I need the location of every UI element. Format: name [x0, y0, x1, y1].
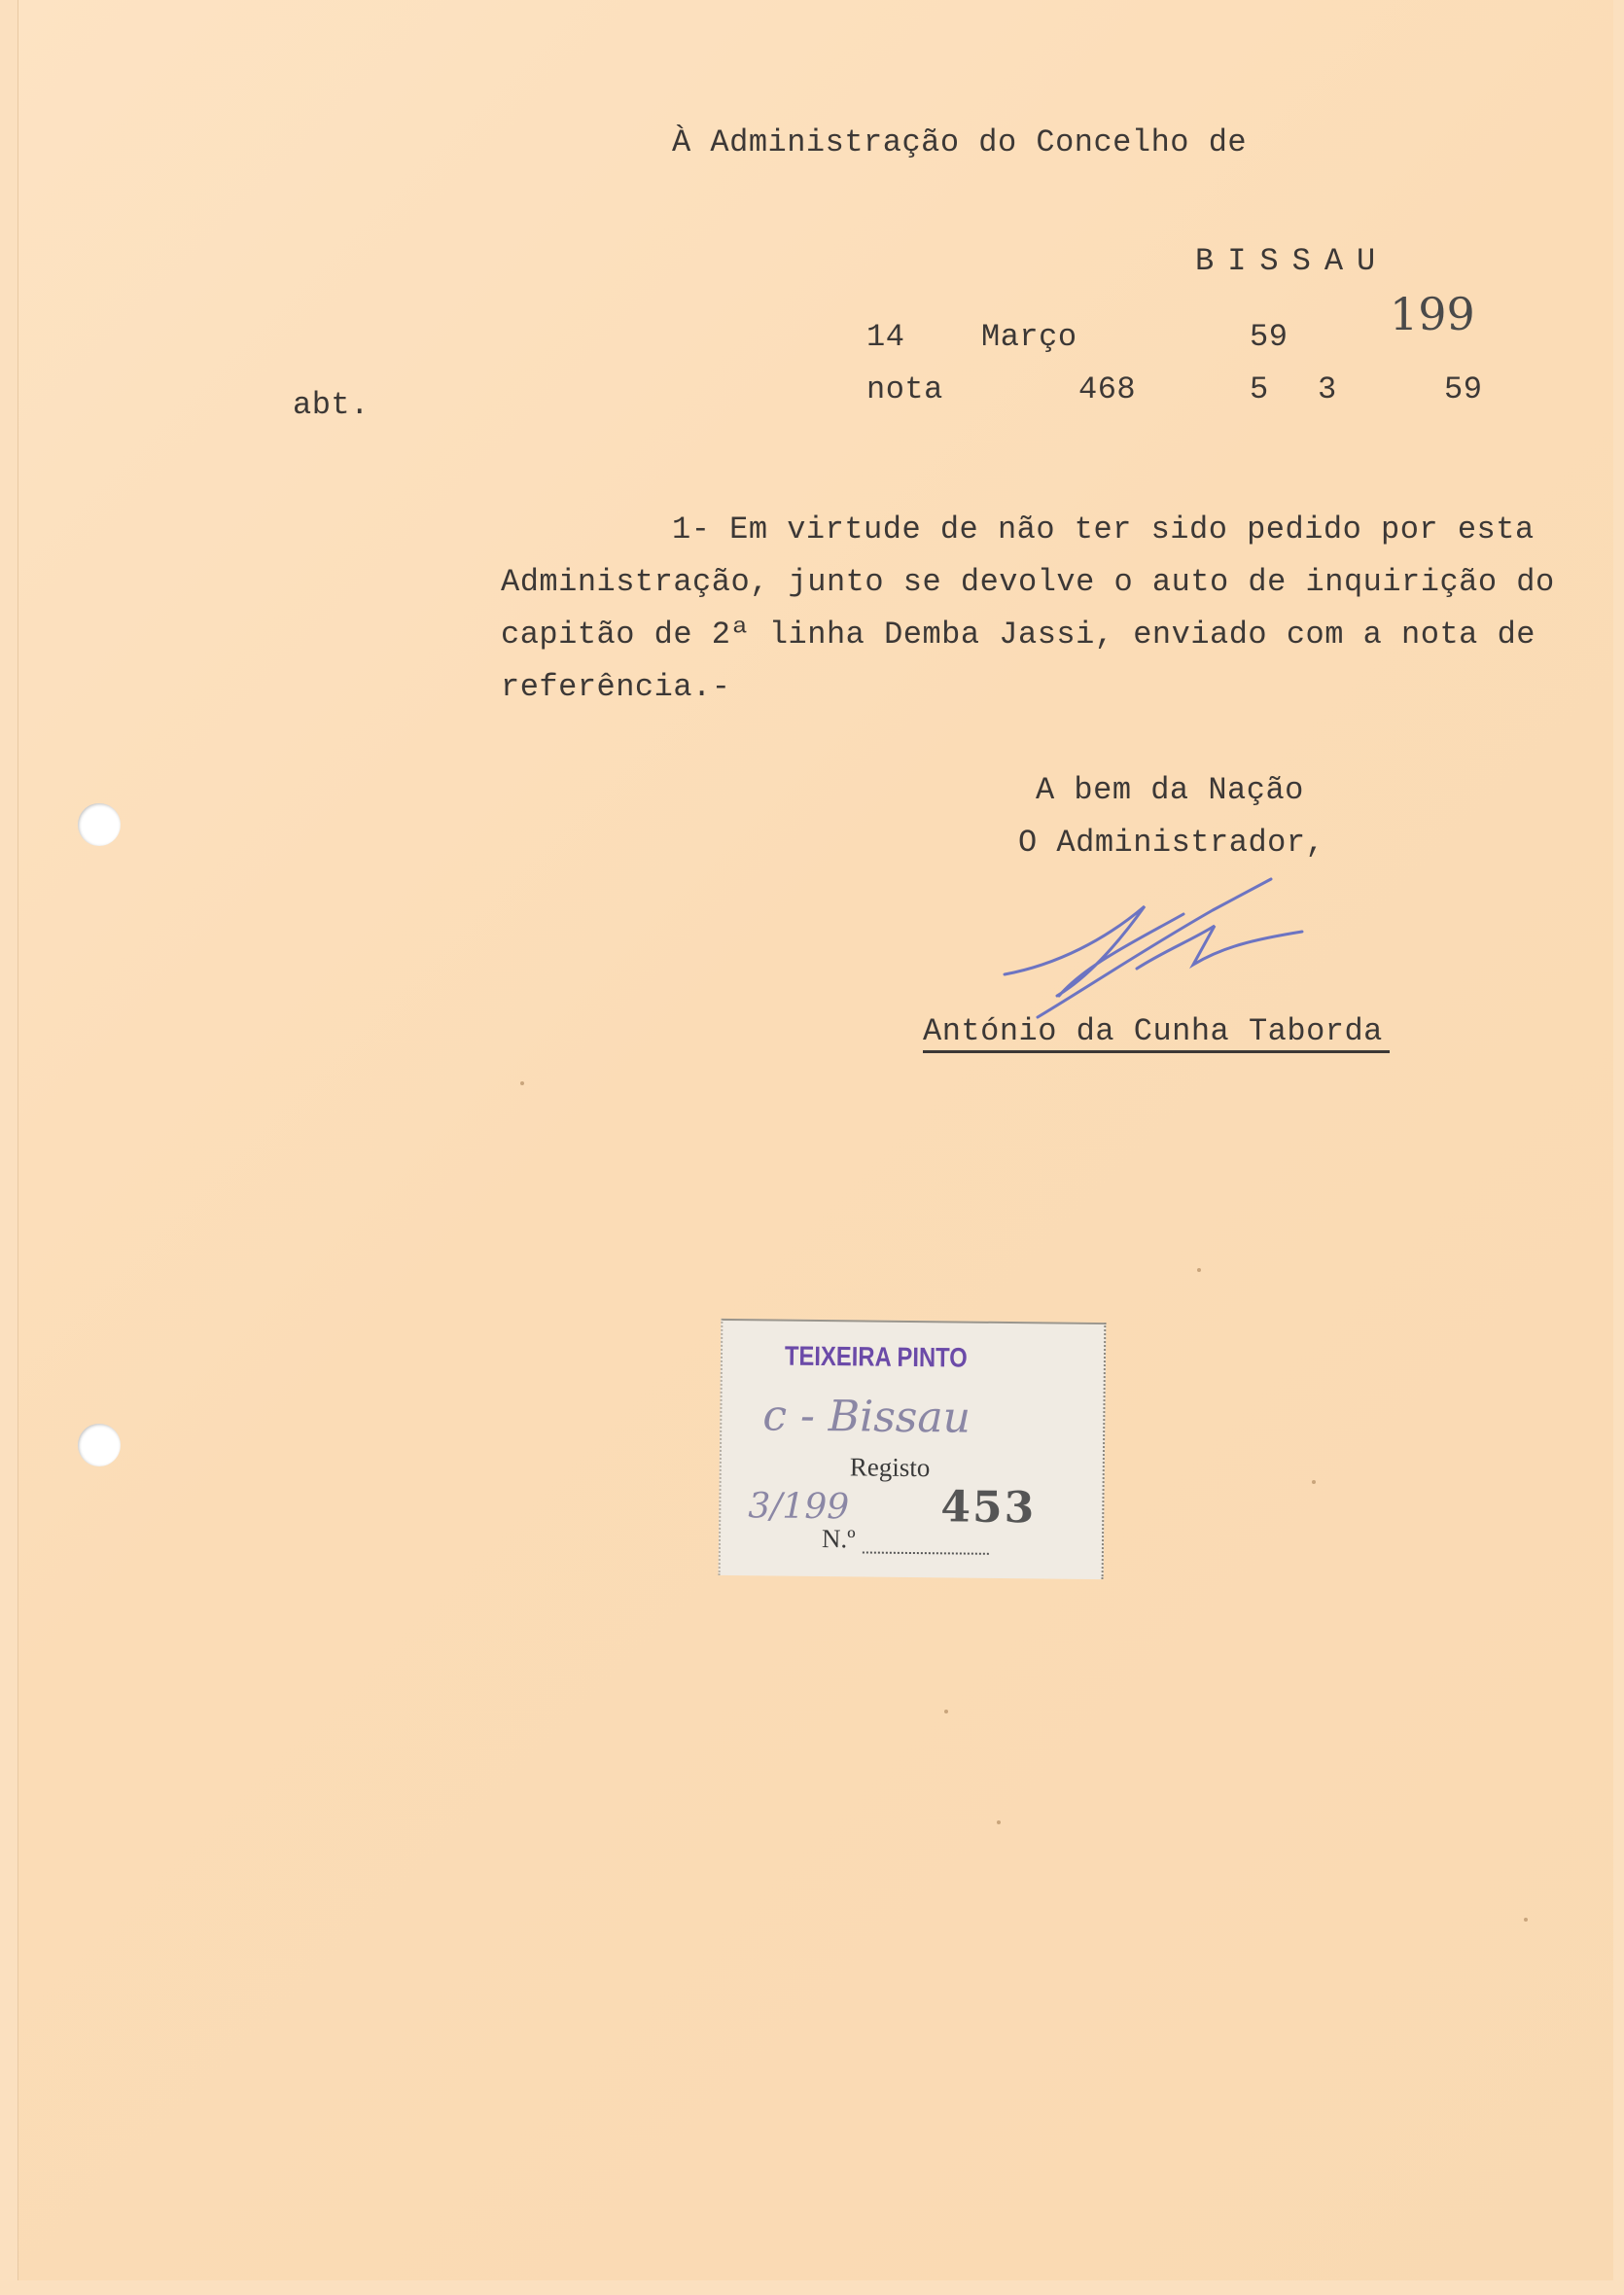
- signatory-underline: [923, 1050, 1390, 1053]
- note-month: 3: [1318, 371, 1337, 407]
- note-number: 468: [1078, 371, 1137, 407]
- paper-speck: [1524, 1918, 1528, 1922]
- punch-hole: [78, 803, 121, 846]
- registry-label: Registo: [849, 1452, 931, 1483]
- ref-day: 14: [866, 319, 905, 355]
- signer-role: O Administrador,: [1018, 825, 1325, 861]
- registry-number: 453: [940, 1482, 1037, 1534]
- signature-scribble: [999, 871, 1329, 1037]
- paper-speck: [1312, 1480, 1316, 1484]
- origin-stamp: TEIXEIRA PINTO: [784, 1340, 968, 1373]
- margin-note: abt.: [293, 387, 370, 423]
- body-line-3: capitão de 2ª linha Demba Jassi, enviado com a nota de: [501, 617, 1536, 653]
- closing: A bem da Nação: [1036, 772, 1304, 808]
- paper-speck: [944, 1710, 948, 1713]
- stamp-number: 199: [1390, 288, 1475, 340]
- handwritten-destination: c - Bissau: [762, 1391, 971, 1443]
- body-line-1: 1- Em virtude de não ter sido pedido por esta: [672, 512, 1535, 547]
- note-day: 5: [1250, 371, 1269, 407]
- registry-slip: [719, 1319, 1107, 1579]
- addressee-line: À Administração do Concelho de: [672, 124, 1248, 160]
- paper-speck: [997, 1820, 1001, 1824]
- signatory-name: António da Cunha Taborda: [923, 1013, 1383, 1049]
- ref-year: 59: [1250, 319, 1289, 355]
- paper-speck: [520, 1081, 524, 1085]
- body-line-2: Administração, junto se devolve o auto de inquirição do: [501, 564, 1555, 600]
- number-label: N.º: [821, 1524, 856, 1554]
- ref-month: Março: [981, 319, 1077, 355]
- note-label: nota: [866, 371, 943, 407]
- punch-hole: [78, 1424, 121, 1466]
- number-dotted-line: [863, 1551, 989, 1554]
- handwritten-reference: 3/199: [748, 1486, 850, 1528]
- paper-speck: [1197, 1268, 1201, 1272]
- city: BISSAU: [1195, 243, 1390, 279]
- note-year: 59: [1444, 371, 1483, 407]
- body-line-4: referência.-: [501, 669, 731, 705]
- letter-page: [18, 0, 1613, 2280]
